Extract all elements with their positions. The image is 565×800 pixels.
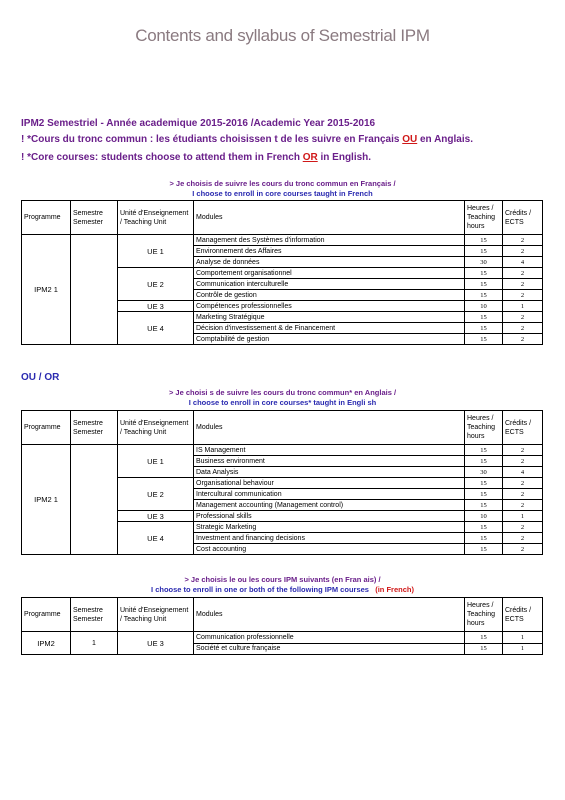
programme-cell: IPM2 1 [22,235,71,345]
page-title: Contents and syllabus of Semestrial IPM [135,26,430,45]
module-cell: Organisational behaviour [194,478,465,489]
ects-cell: 2 [503,478,543,489]
table-header-row [22,201,543,235]
ue-cell: UE 3 [118,301,194,312]
ects-cell: 1 [503,301,543,312]
module-cell: Management des Systèmes d'information [194,235,465,246]
module-cell: Comportement organisationnel [194,268,465,279]
ects-cell: 4 [503,257,543,268]
module-cell: Décision d'investissement & de Financement [194,323,465,334]
module-cell: Cost accounting [194,544,465,555]
section2-heading [0,388,565,408]
semester-cell [71,445,118,555]
module-cell: Management accounting (Management control) [194,500,465,511]
hours-cell: 10 [465,511,503,522]
hours-cell: 15 [465,323,503,334]
intro-line-year: IPM2 Semestriel - Année academique 2015-2016 /Academic Year 2015-2016 [21,118,376,129]
intro-english-text: ! *Core courses: students choose to attend them in French [21,152,300,163]
ects-cell: 2 [503,246,543,257]
hours-cell: 15 [465,268,503,279]
header-credits: Crédits / ECTS [503,598,543,632]
ue-cell: UE 4 [118,312,194,345]
module-cell: Business environment [194,456,465,467]
header-credits: Crédits / ECTS [503,201,543,235]
module-cell: Investment and financing decisions [194,533,465,544]
header-programme: Programme [22,598,71,632]
module-cell: Société et culture française [194,643,465,655]
ects-cell: 2 [503,445,543,456]
module-cell: Communication professionnelle [194,632,465,644]
ue-cell: UE 2 [118,268,194,301]
intro-french-end: en Anglais. [420,134,473,145]
section3-heading-en-wrap [0,585,565,595]
header-unit: Unité d'Enseignement / Teaching Unit [118,201,194,235]
ects-cell: 1 [503,511,543,522]
header-hours: Heures / Teaching hours [465,411,503,445]
module-cell: IS Management [194,445,465,456]
module-cell: Environnement des Affaires [194,246,465,257]
hours-cell: 30 [465,467,503,478]
hours-cell: 15 [465,478,503,489]
table-row [22,445,543,456]
ue-cell: UE 2 [118,478,194,511]
programme-cell: IPM2 [22,632,71,655]
hours-cell: 15 [465,279,503,290]
hours-cell: 15 [465,489,503,500]
module-cell: Data Analysis [194,467,465,478]
section1-heading-en: I choose to enroll in core courses taught in French [192,189,373,198]
ects-cell: 2 [503,290,543,301]
ects-cell: 2 [503,235,543,246]
module-cell: Professional skills [194,511,465,522]
section3-heading-fr: > Je choisis le ou les cours IPM suivants (en Fran ais) / [184,575,381,584]
module-cell: Intercultural communication [194,489,465,500]
intro-english-end: in English. [320,152,372,163]
hours-cell: 15 [465,445,503,456]
intro-line-french [21,134,473,145]
hours-cell: 15 [465,235,503,246]
header-modules: Modules [194,201,465,235]
ects-cell: 1 [503,643,543,655]
header-semester: Semestre Semester [71,411,118,445]
header-hours: Heures / Teaching hours [465,201,503,235]
table-row [22,235,543,246]
hours-cell: 15 [465,334,503,345]
section3-heading [0,575,565,595]
ects-cell: 2 [503,533,543,544]
module-cell: Compétences professionnelles [194,301,465,312]
header-credits: Crédits / ECTS [503,411,543,445]
module-cell: Strategic Marketing [194,522,465,533]
hours-cell: 10 [465,301,503,312]
ects-cell: 2 [503,500,543,511]
section2-heading-fr: > Je choisi s de suivre les cours du tronc commun* en Anglais / [168,388,397,397]
hours-cell: 30 [465,257,503,268]
intro-or: OR [302,152,318,163]
header-programme: Programme [22,201,71,235]
ects-cell: 4 [503,467,543,478]
hours-cell: 15 [465,246,503,257]
section1-heading-fr: > Je choisis de suivre les cours du tronc commun en Français / [169,179,396,188]
ects-cell: 2 [503,334,543,345]
hours-cell: 15 [465,643,503,655]
ue-cell: UE 3 [118,632,194,655]
ue-cell: UE 1 [118,235,194,268]
module-cell: Analyse de données [194,257,465,268]
ects-cell: 2 [503,522,543,533]
hours-cell: 15 [465,533,503,544]
table-header-row [22,598,543,632]
ue-cell: UE 4 [118,522,194,555]
section3-heading-en: I choose to enroll in one or both of the following IPM courses [151,585,369,594]
module-cell: Contrôle de gestion [194,290,465,301]
ects-cell: 2 [503,323,543,334]
ects-cell: 2 [503,456,543,467]
hours-cell: 15 [465,500,503,511]
hours-cell: 15 [465,290,503,301]
semester-cell: 1 [71,632,118,655]
section2-heading-en: I choose to enroll in core courses* taught in Engli sh [188,398,377,407]
header-programme: Programme [22,411,71,445]
ects-cell: 2 [503,279,543,290]
table-ipm-courses [21,597,543,655]
hours-cell: 15 [465,522,503,533]
semester-cell [71,235,118,345]
module-cell: Marketing Stratégique [194,312,465,323]
hours-cell: 15 [465,456,503,467]
ou-or-label: OU / OR [21,372,60,383]
table-english-core [21,410,543,555]
ects-cell: 2 [503,268,543,279]
module-cell: Comptabilité de gestion [194,334,465,345]
section3-heading-red: (in French) [375,585,414,594]
header-semester: Semestre Semester [71,598,118,632]
hours-cell: 15 [465,632,503,644]
module-cell: Communication interculturelle [194,279,465,290]
ue-cell: UE 3 [118,511,194,522]
ects-cell: 2 [503,312,543,323]
ects-cell: 1 [503,632,543,644]
programme-cell: IPM2 1 [22,445,71,555]
hours-cell: 15 [465,544,503,555]
table-french-core [21,200,543,345]
ects-cell: 2 [503,489,543,500]
intro-ou: OU [402,134,418,145]
intro-line-english [21,152,371,163]
hours-cell: 15 [465,312,503,323]
header-hours: Heures / Teaching hours [465,598,503,632]
header-unit: Unité d'Enseignement / Teaching Unit [118,411,194,445]
table-row [22,632,543,644]
header-unit: Unité d'Enseignement / Teaching Unit [118,598,194,632]
ue-cell: UE 1 [118,445,194,478]
section1-heading [0,179,565,199]
intro-french-text: ! *Cours du tronc commun : les étudiants choisissen t de les suivre en Français [21,134,400,145]
header-semester: Semestre Semester [71,201,118,235]
table-header-row [22,411,543,445]
header-modules: Modules [194,411,465,445]
header-modules: Modules [194,598,465,632]
ects-cell: 2 [503,544,543,555]
